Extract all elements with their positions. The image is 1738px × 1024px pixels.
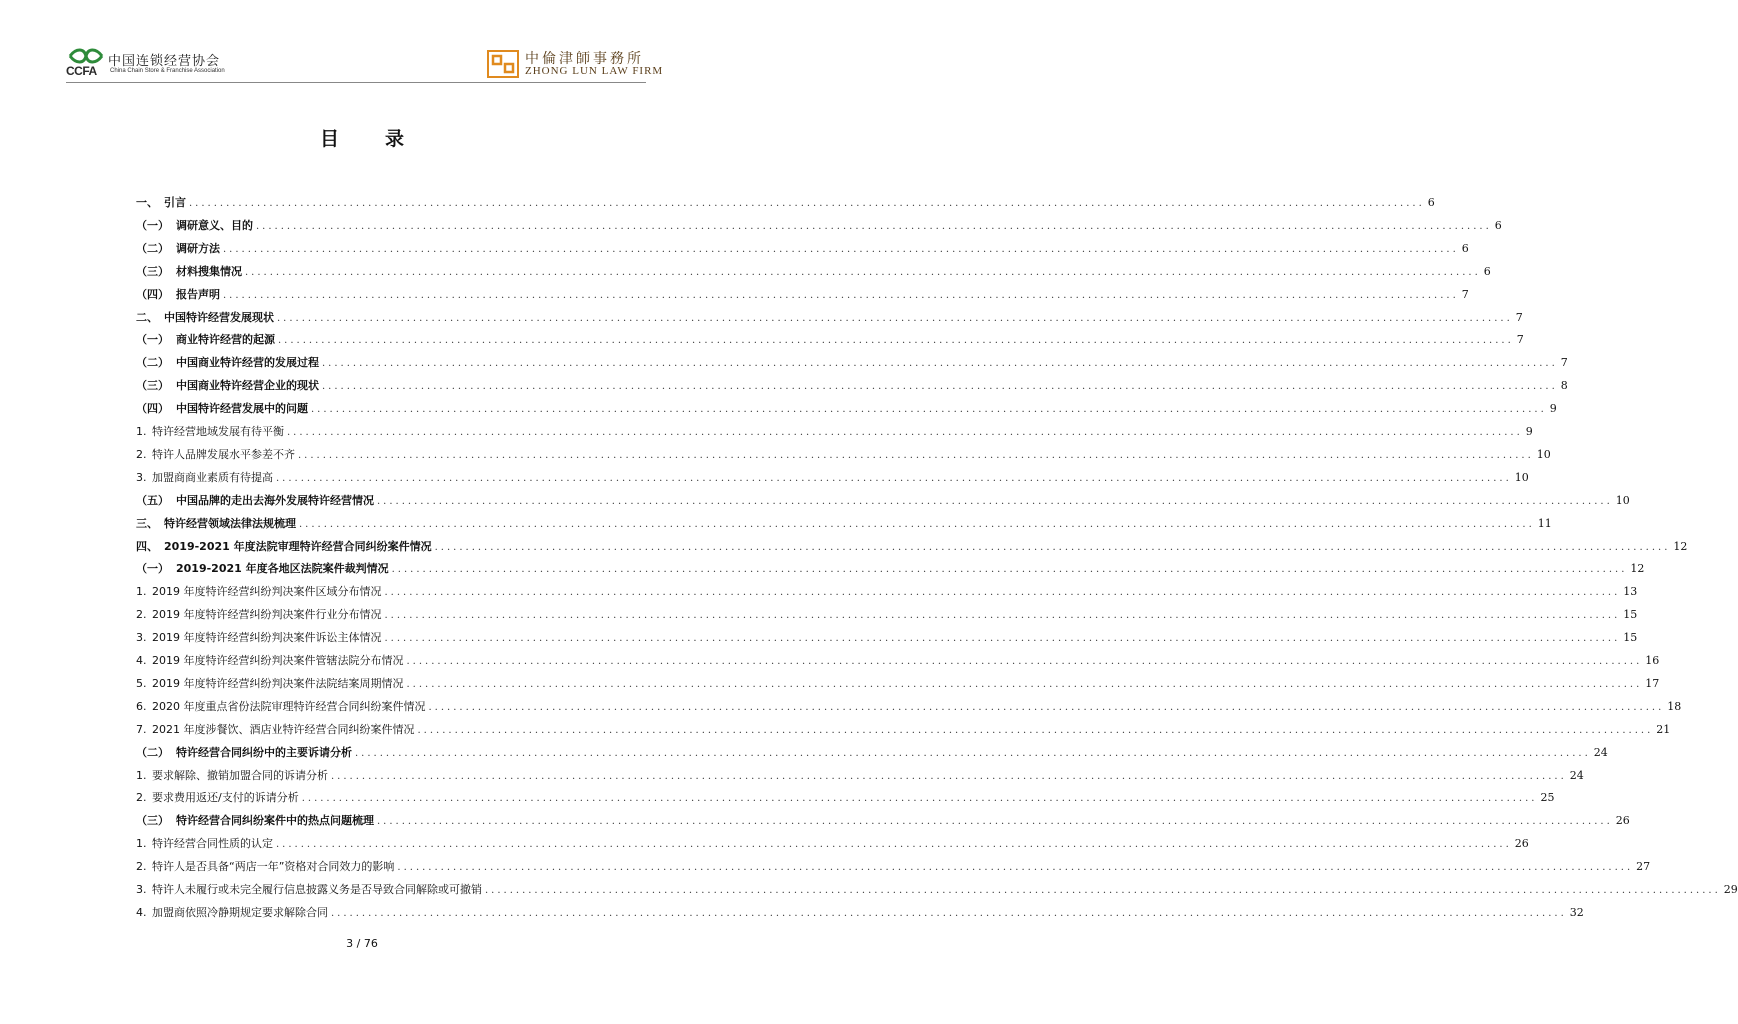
toc-entry-page: 6 [1427,196,1435,209]
toc-entry-label [136,329,275,351]
toc-entry-label [136,284,220,306]
toc-entry-number: （三） [136,264,169,278]
toc-entry-text: 要求费用返还/支付的诉请分析 [152,791,299,805]
toc-entry-number: （四） [136,287,169,301]
toc-dot-leader: ........................................................................................................................................................................................................ [245,266,1481,278]
toc-entry-text: 2019 年度特许经营纠纷判决案件管辖法院分布情况 [152,654,404,667]
toc-entry-number: （三） [136,379,169,393]
toc-dot-leader: ........................................................................................................................................................................................................ [331,907,1567,919]
toc-entry-number: （一） [136,218,169,232]
toc-dot-leader: ........................................................................................................................................................................................................ [377,816,1613,828]
toc-entry-page: 27 [1636,860,1651,874]
toc-dot-leader: ........................................................................................................................................................................................................ [331,770,1567,782]
toc-entry-label [136,375,319,397]
toc-entry-label [136,627,382,649]
toc-dot-leader: ........................................................................................................................................................................................................ [223,289,1459,301]
toc-entry-page: 21 [1656,722,1671,736]
toc-entry-page: 8 [1560,379,1568,393]
toc-dot-leader: ........................................................................................................................................................................................................ [189,198,1425,209]
toc-entry-label [136,879,482,901]
toc-entry[interactable] [136,261,1491,283]
toc-dot-leader: ........................................................................................................................................................................................................ [276,839,1512,851]
toc-entry-number: （五） [136,493,169,507]
toc-entry-text: 2020 年度重点省份法院审理特许经营合同纠纷案件情况 [152,699,426,713]
toc-dot-leader: ........................................................................................................................................................................................................ [322,358,1558,370]
toc-entry-text: 特许人是否具备“两店一年”资格对合同效力的影响 [152,860,395,874]
toc-entry-number: 1. [136,768,147,782]
toc-entry-text: 报告声明 [176,287,220,301]
toc-entry[interactable] [136,673,1660,695]
toc-entry-text: 中国商业特许经营企业的现状 [176,379,319,393]
toc-dot-leader: ........................................................................................................................................................................................................ [417,724,1654,736]
toc-entry-label [136,810,374,832]
toc-entry[interactable] [136,536,1688,558]
toc-entry-number: 2. [136,791,147,805]
toc-entry-number: 三、 [136,516,158,530]
toc-entry[interactable] [136,421,1533,443]
toc-entry-number: 1. [136,837,147,851]
toc-entry-text: 中国商业特许经营的发展过程 [176,356,319,370]
toc-entry[interactable] [136,627,1638,649]
toc-entry-number: （二） [136,356,169,370]
toc-dot-leader: ........................................................................................................................................................................................................ [287,427,1523,438]
toc-entry-text: 特许经营地域发展有待平衡 [152,425,284,438]
toc-entry-page: 6 [1494,218,1502,232]
toc-entry-label [136,650,404,672]
toc-dot-leader: ........................................................................................................................................................................................................ [299,518,1535,530]
toc-entry[interactable] [136,902,1584,924]
toc-entry-text: 调研方法 [176,241,220,255]
toc-entry-page: 24 [1569,768,1584,782]
toc-entry-number: 5. [136,676,147,690]
toc-entry-text: 特许经营合同纠纷中的主要诉请分析 [176,745,352,759]
toc-entry[interactable] [136,513,1552,535]
toc-dot-leader: ........................................................................................................................................................................................................ [485,885,1721,896]
toc-entry-page: 29 [1723,883,1738,896]
toc-entry-label [136,444,295,466]
toc-entry-page: 25 [1540,791,1555,805]
toc-dot-leader: ........................................................................................................................................................................................................ [301,793,1538,805]
right-org-name-cn: 中倫津師事務所 [525,51,644,67]
toc-entry-label [136,421,284,443]
toc-entry-number: 1. [136,585,147,599]
page-title: 目录 [319,128,450,150]
toc-dot-leader: ........................................................................................................................................................................................................ [406,678,1643,690]
toc-entry[interactable] [136,192,1435,214]
toc-entry-number: 2. [136,608,147,622]
toc-entry-label [136,604,382,626]
toc-entry-text: 2019 年度特许经营纠纷判决案件行业分布情况 [152,608,382,622]
toc-entry-label [136,787,299,809]
toc-entry-label [136,536,432,558]
toc-entry-page: 32 [1569,905,1584,919]
toc-entry-page: 26 [1615,814,1630,828]
toc-entry-label [136,261,242,283]
toc-entry-number: 2. [136,860,147,874]
toc-entry-page: 9 [1549,402,1557,416]
toc-entry-page: 12 [1630,562,1645,576]
toc-entry-number: 2. [136,447,147,461]
toc-entry-text: 2021 年度涉餐饮、酒店业特许经营合同纠纷案件情况 [152,722,415,736]
toc-entry-text: 中国特许经营发展中的问题 [176,402,308,416]
toc-entry-text: 中国特许经营发展现状 [164,310,274,324]
toc-dot-leader: ........................................................................................................................................................................................................ [223,243,1459,255]
toc-entry[interactable] [136,856,1651,878]
ccfa-logo-text: CCFA [66,64,97,78]
toc-entry[interactable] [136,787,1555,809]
toc-entry-number: （四） [136,402,169,416]
toc-dot-leader: ........................................................................................................................................................................................................ [391,564,1628,576]
toc-entry[interactable] [136,742,1608,764]
toc-entry[interactable] [136,398,1557,420]
right-org-name-en: ZHONG LUN LAW FIRM [525,65,664,77]
toc-entry-text: 特许经营领域法律法规梳理 [164,516,296,530]
toc-entry[interactable] [136,444,1551,466]
toc-dot-leader: ........................................................................................................................................................................................................ [278,335,1514,347]
toc-entry-text: 调研意义、目的 [176,218,253,232]
toc-entry-number: 3. [136,631,147,645]
toc-entry-label [136,215,253,237]
toc-entry-text: 特许经营合同性质的认定 [152,837,273,851]
toc-entry[interactable] [136,375,1568,397]
toc-entry-page: 16 [1645,654,1660,667]
toc-entry-page: 10 [1536,447,1551,461]
toc-entry[interactable] [136,833,1529,855]
toc-dot-leader: ........................................................................................................................................................................................................ [276,472,1512,484]
toc-entry-text: 要求解除、撤销加盟合同的诉请分析 [152,768,328,782]
toc-entry[interactable] [136,604,1638,626]
toc-entry[interactable] [136,284,1469,306]
toc-entry-label [136,719,415,741]
header-divider [66,82,646,83]
toc-entry[interactable] [136,467,1529,489]
toc-entry[interactable] [136,581,1638,603]
toc-entry[interactable] [136,765,1584,787]
toc-entry-label [136,352,319,374]
toc-entry-number: 二、 [136,310,158,324]
toc-entry-text: 2019 年度特许经营纠纷判决案件诉讼主体情况 [152,631,382,645]
toc-entry-label [136,856,394,878]
toc-entry[interactable] [136,307,1523,329]
toc-entry-page: 6 [1483,264,1491,278]
toc-entry-text: 引言 [164,196,186,209]
toc-dot-leader: ........................................................................................................................................................................................................ [355,747,1591,759]
toc-entry-number: 7. [136,722,147,736]
toc-entry-text: 加盟商商业素质有待提高 [152,470,273,484]
toc-entry-text: 特许人未履行或未完全履行信息披露义务是否导致合同解除或可撤销 [152,883,482,896]
toc-entry-page: 15 [1623,608,1638,622]
toc-dot-leader: ........................................................................................................................................................................................................ [298,449,1534,461]
toc-entry-number: 6. [136,699,147,713]
toc-dot-leader: ........................................................................................................................................................................................................ [397,862,1634,874]
toc-entry-label [136,696,426,718]
toc-entry-text: 材料搜集情况 [176,264,242,278]
toc-entry-page: 12 [1673,539,1688,553]
toc-entry-number: 3. [136,470,147,484]
toc-entry-label [136,192,186,214]
toc-entry[interactable] [136,696,1682,718]
toc-entry-number: 4. [136,654,147,667]
toc-entry[interactable] [136,238,1469,260]
toc-entry-text: 2019 年度特许经营纠纷判决案件法院结案周期情况 [152,676,404,690]
toc-entry-text: 特许人品牌发展水平参差不齐 [152,447,295,461]
left-org-name-en: China Chain Store & Franchise Association [110,68,225,74]
toc-entry-page: 18 [1667,699,1682,713]
toc-dot-leader: ........................................................................................................................................................................................................ [384,633,1621,645]
toc-entry-number: 3. [136,883,147,896]
toc-entry-page: 6 [1461,241,1469,255]
toc-dot-leader: ........................................................................................................................................................................................................ [256,220,1492,232]
toc-entry-page: 9 [1525,425,1533,438]
toc-entry-label [136,467,273,489]
toc-entry-number: （二） [136,745,169,759]
toc-entry-page: 7 [1515,310,1523,324]
toc-entry[interactable] [136,329,1524,351]
toc-entry-label [136,902,328,924]
toc-entry-page: 26 [1514,837,1529,851]
toc-entry-text: 特许经营合同纠纷案件中的热点问题梳理 [176,814,374,828]
toc-entry[interactable] [136,879,1738,901]
toc-entry-number: （一） [136,562,169,576]
toc-entry-page: 7 [1516,333,1524,347]
toc-entry-label [136,307,274,329]
toc-dot-leader: ........................................................................................................................................................................................................ [434,541,1671,553]
toc-entry-label [136,765,328,787]
toc-entry-text: 2019 年度特许经营纠纷判决案件区域分布情况 [152,585,382,599]
toc-entry-label [136,833,273,855]
toc-entry-label [136,581,382,603]
toc-entry-number: （二） [136,241,169,255]
toc-dot-leader: ........................................................................................................................................................................................................ [384,610,1621,622]
toc-entry-label [136,513,296,535]
toc-entry[interactable] [136,215,1502,237]
toc-entry[interactable] [136,558,1645,580]
toc-dot-leader: ........................................................................................................................................................................................................ [277,312,1513,324]
toc-entry[interactable] [136,352,1568,374]
toc-entry-page: 24 [1593,745,1608,759]
toc-entry[interactable] [136,490,1630,512]
toc-entry-label [136,238,220,260]
toc-entry-number: （三） [136,814,169,828]
toc-entry-label [136,398,308,420]
toc-entry-page: 13 [1623,585,1638,599]
toc-entry-page: 11 [1537,516,1552,530]
toc-entry-text: 2019-2021 年度各地区法院案件裁判情况 [176,562,389,576]
toc-dot-leader: ........................................................................................................................................................................................................ [311,404,1547,416]
toc-entry-text: 中国品牌的走出去海外发展特许经营情况 [176,493,374,507]
toc-entry-label [136,490,374,512]
toc-dot-leader: ........................................................................................................................................................................................................ [377,495,1613,507]
toc-entry-page: 15 [1623,631,1638,645]
toc-entry-number: 1. [136,425,147,438]
page-header [0,0,724,82]
toc-entry-number: 四、 [136,539,158,553]
toc-entry-page: 10 [1514,470,1529,484]
toc-dot-leader: ........................................................................................................................................................................................................ [384,587,1621,599]
toc-entry[interactable] [136,650,1660,672]
toc-entry-text: 加盟商依照冷静期规定要求解除合同 [152,905,328,919]
toc-entry-label [136,742,352,764]
toc-entry-page: 7 [1461,287,1469,301]
toc-entry[interactable] [136,810,1630,832]
toc-entry-number: 一、 [136,196,158,209]
toc-entry-text: 商业特许经营的起源 [176,333,275,347]
toc-entry-page: 7 [1560,356,1568,370]
toc-entry[interactable] [136,719,1671,741]
toc-entry-page: 17 [1645,676,1660,690]
toc-dot-leader: ........................................................................................................................................................................................................ [322,381,1558,393]
toc-entry-number: （一） [136,333,169,347]
toc-entry-label [136,673,404,695]
toc-dot-leader: ........................................................................................................................................................................................................ [406,656,1643,667]
toc-entry-label [136,558,389,580]
zhonglun-logo-icon [487,50,519,78]
toc-entry-text: 2019-2021 年度法院审理特许经营合同纠纷案件情况 [164,539,432,553]
toc-entry-number: 4. [136,905,147,919]
page-number: 3 / 76 [346,937,378,950]
toc-entry-page: 10 [1615,493,1630,507]
toc-dot-leader: ........................................................................................................................................................................................................ [428,701,1665,713]
left-org-name-cn: 中国连锁经营协会 [108,54,221,69]
